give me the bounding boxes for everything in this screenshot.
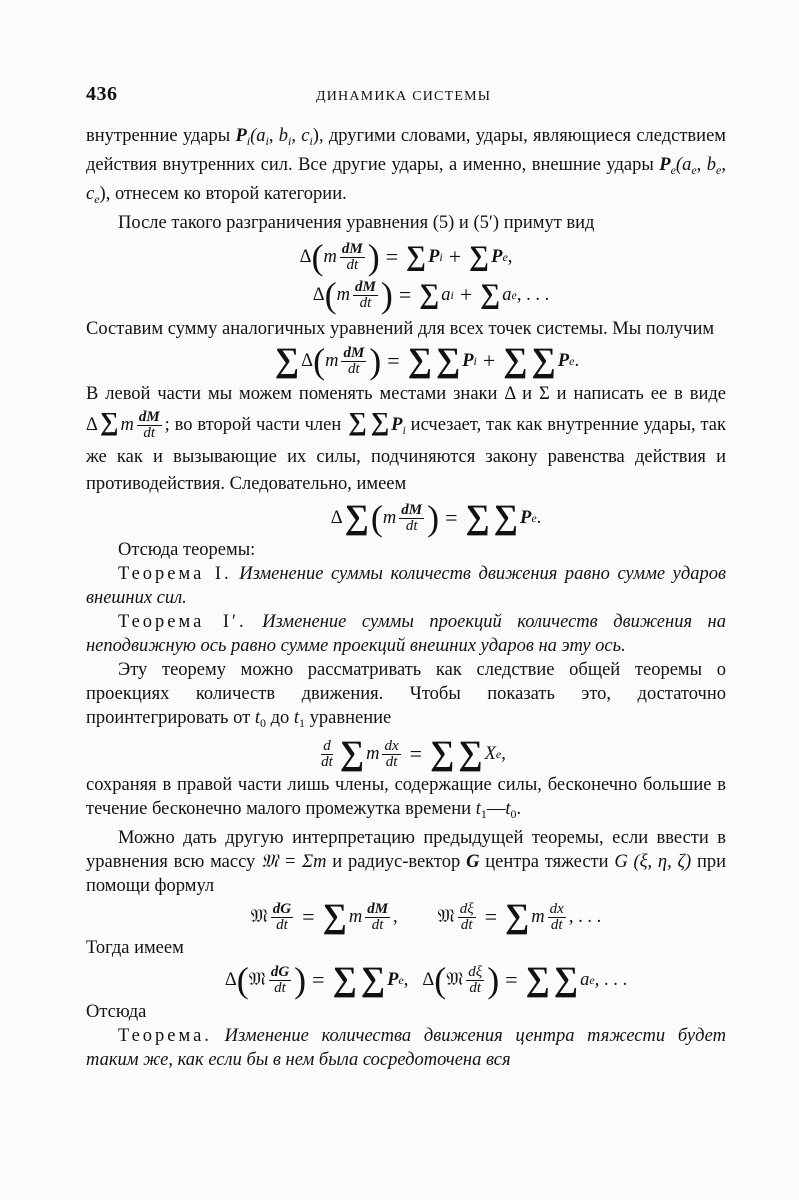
paragraph-6: [86, 658, 726, 735]
math-m: m: [348, 907, 363, 927]
math-sub: 0: [259, 716, 266, 730]
math-G: G: [466, 852, 480, 872]
paren: ): [380, 275, 393, 315]
math-sub: e: [531, 511, 537, 525]
delta: Δ: [330, 508, 343, 528]
math-P: P: [387, 970, 399, 990]
text-span: , отнесем ко второй категории.: [105, 184, 347, 204]
dots: , . . .: [516, 285, 550, 305]
fraction: [353, 280, 378, 311]
equals: =: [387, 348, 400, 373]
fraction: [466, 965, 484, 996]
frac-num: dM: [343, 344, 365, 361]
sum-sign: ∑: [406, 241, 427, 272]
math-sub: e: [569, 354, 575, 368]
page-header: [86, 82, 726, 112]
paren: (: [434, 960, 447, 1000]
math-t: t: [254, 708, 260, 728]
delta: Δ: [301, 351, 314, 371]
math-a: a: [502, 285, 512, 305]
math-P: P: [235, 126, 247, 146]
math-sub: 0: [510, 807, 517, 821]
sum-sign: ∑: [503, 342, 528, 379]
math-P: P: [491, 247, 503, 267]
paragraph-5: Отсюда теоремы:: [118, 540, 256, 560]
math-t: t: [293, 708, 300, 728]
math-sub: e: [495, 747, 502, 761]
text-span: центра тяжести: [479, 852, 615, 872]
sum-sign: ∑: [430, 735, 455, 772]
delta: Δ: [312, 285, 325, 305]
sum-sign: ∑: [465, 499, 490, 536]
equation-3: [126, 343, 726, 379]
fraction: [269, 965, 291, 996]
equation-5: [96, 737, 726, 771]
theorem-1: [86, 562, 726, 610]
math-m: m: [531, 907, 545, 927]
delta: Δ: [224, 970, 237, 990]
fraction: [458, 902, 476, 933]
sum-sign: ∑: [480, 279, 501, 310]
frac-num: dG: [270, 963, 290, 980]
math-X: X: [484, 744, 496, 764]
theorem-text: Изменение суммы количеств движения равно сумме ударов внешних сил.: [86, 564, 726, 608]
dots: , . . .: [568, 907, 602, 927]
paren: (: [370, 498, 383, 538]
sum-sign: ∑: [360, 961, 386, 998]
math-P: P: [520, 508, 532, 528]
equals: =: [385, 244, 399, 269]
sum-sign: ∑: [339, 735, 365, 772]
paren: (: [313, 341, 326, 381]
comma: ,: [507, 247, 513, 267]
paragraph-10: Отсюда: [86, 1002, 147, 1022]
sum-sign: ∑: [370, 407, 390, 436]
paren: (: [311, 237, 324, 277]
frac-den: dt: [550, 916, 563, 933]
math-sub: 1: [299, 716, 306, 730]
text-span: Эту теорему можно рассматривать как следствие общей теоремы о проекциях количеств движения. Чтобы показать это, достаточно проинтегрировать от: [86, 660, 726, 728]
math-frak-M: 𝔐: [446, 970, 464, 990]
running-head: ДИНАМИКА СИСТЕМЫ: [316, 89, 492, 104]
paragraph-9: Тогда имеем: [86, 938, 184, 958]
page-number: 436: [86, 83, 118, 105]
fraction: [548, 902, 566, 933]
frac-num: dx: [549, 900, 564, 917]
equals: =: [409, 741, 423, 766]
paragraph-8: [86, 826, 726, 898]
text-span: исчезает, так как внутренние удары, так же как и вызывающие их силы, подчиняются закону равенства действия и противодействия. Следовательно, имеем: [86, 415, 726, 494]
equals: =: [484, 904, 498, 929]
math-sub: i: [265, 134, 269, 148]
math-sub: i: [450, 288, 454, 302]
math-frak-M: 𝔐: [248, 970, 266, 990]
math-sub: e: [502, 250, 508, 264]
equation-4: [146, 500, 726, 536]
paren: ): [369, 341, 382, 381]
frac-num: dξ: [468, 963, 483, 980]
math-args: (a: [675, 155, 692, 175]
math-P: P: [557, 351, 570, 371]
math-Gxyz: G (ξ, η, ζ): [614, 852, 692, 872]
fraction: [382, 739, 400, 770]
math-m: m: [382, 508, 397, 528]
math-sub: i: [439, 250, 443, 264]
math-sub: i: [473, 354, 477, 368]
equals: =: [302, 904, 315, 929]
comma: ,: [403, 970, 409, 990]
theorem-label: Теорема I.: [118, 564, 232, 584]
math-b: b: [706, 155, 717, 175]
sum-sign: ∑: [469, 241, 490, 272]
frac-den: dt: [405, 517, 418, 534]
dots: , . . .: [594, 970, 628, 990]
equation-6: [126, 900, 726, 934]
text-span: уравнение: [305, 708, 392, 728]
frac-num: dM: [138, 409, 160, 426]
sum-sign: ∑: [274, 342, 300, 379]
equation-1: [86, 239, 726, 275]
sum-sign: ∑: [531, 342, 556, 379]
frac-den: dt: [359, 294, 372, 311]
fraction: [399, 503, 424, 534]
sum-sign: ∑: [407, 342, 432, 379]
mass-definition: 𝔐 = Σm: [261, 852, 327, 872]
frac-den: dt: [276, 916, 288, 933]
math-sub: i: [309, 134, 313, 148]
math-m: m: [366, 744, 380, 764]
theorem-label: Теорема.: [118, 1026, 212, 1046]
frac-den: dt: [274, 979, 286, 996]
math-m: m: [323, 247, 337, 267]
frac-num: dx: [384, 737, 399, 754]
fraction: [365, 902, 390, 933]
math-c: c: [301, 126, 310, 146]
math-P: P: [462, 351, 474, 371]
sum-sign: ∑: [344, 499, 369, 536]
frac-num: dM: [355, 278, 376, 295]
text-span: и радиус-вектор: [326, 852, 467, 872]
sum-sign: ∑: [419, 279, 440, 310]
fraction: [137, 410, 162, 441]
plus: +: [482, 348, 496, 373]
text-span: сохраняя в правой части лишь члены, содержащие силы, бесконечно большие в течение бесконечно малого промежутка времени: [86, 775, 726, 819]
math-P: P: [391, 415, 403, 435]
dot: .: [536, 508, 542, 528]
page: [86, 82, 726, 1072]
text-span: ; во второй части член: [164, 415, 347, 435]
frac-den: dt: [460, 916, 473, 933]
paren: ): [487, 960, 500, 1000]
paren: ): [294, 960, 307, 1000]
frac-num: dG: [272, 900, 292, 917]
math-P: P: [428, 247, 440, 267]
equation-7: [126, 962, 726, 998]
fraction: [340, 242, 365, 273]
frac-num: dM: [401, 501, 423, 518]
math-sub: e: [94, 192, 100, 206]
math-P: P: [659, 155, 671, 175]
math-frak-M: 𝔐: [250, 907, 268, 927]
frac-den: dt: [143, 425, 156, 442]
plus: +: [459, 282, 473, 307]
paragraph-4: [86, 381, 726, 498]
equation-2: [136, 277, 726, 313]
theorem-text: Изменение количества движения центра тяжести будет таким же, как если бы в нем была сосредоточена вся: [86, 1026, 726, 1070]
frac-den: dt: [348, 360, 360, 377]
math-m: m: [325, 351, 339, 371]
fraction: [341, 346, 366, 377]
math-sub: e: [670, 163, 676, 177]
math-a: a: [580, 970, 590, 990]
plus: +: [448, 244, 462, 269]
paren: ): [367, 237, 380, 277]
sum-sign: ∑: [322, 898, 347, 935]
sum-sign: ∑: [553, 961, 579, 998]
math-sub: e: [691, 163, 697, 177]
text-span: внутренние удары: [86, 126, 236, 146]
equals: =: [505, 967, 518, 992]
math-m: m: [120, 415, 134, 435]
frac-den: dt: [321, 753, 333, 770]
text-span: при помощи формул: [86, 852, 726, 896]
frac-num: dM: [341, 240, 363, 257]
sum-sign: ∑: [493, 499, 519, 536]
text-span: , другими словами, удары, являющиеся следствием действия внутренних сил. Все другие удары, а именно, внешние удары: [86, 126, 726, 175]
delta: Δ: [422, 970, 435, 990]
math-b: b: [278, 126, 288, 146]
sum-sign: ∑: [435, 342, 461, 379]
math-t: t: [505, 799, 511, 819]
theorem-1-prime: [86, 610, 726, 658]
frac-den: dt: [346, 256, 359, 273]
frac-den: dt: [385, 753, 398, 770]
math-sub: i: [288, 134, 292, 148]
math-sub: e: [589, 973, 595, 987]
sum-sign: ∑: [99, 407, 119, 436]
sum-sign: ∑: [332, 961, 357, 998]
frac-num: dξ: [459, 900, 474, 917]
theorem-text: Изменение суммы проекций количеств движения на неподвижную ось равно сумме проекций внешних ударов на эту ось.: [86, 612, 726, 656]
fraction: [319, 739, 335, 770]
math-t: t: [475, 799, 481, 819]
equals: =: [398, 282, 412, 307]
sum-sign: ∑: [458, 735, 483, 772]
theorem-label: Теорема I′.: [118, 612, 247, 632]
paragraph-2: После такого разграничения уравнения (5) и (5′) примут вид: [118, 213, 595, 233]
math-c: c: [86, 184, 95, 204]
math-sub: i: [402, 423, 406, 437]
math-sub: i: [246, 134, 251, 148]
theorem-3: [86, 1024, 726, 1072]
equals: =: [445, 505, 458, 530]
frac-den: dt: [371, 916, 384, 933]
frac-num: d: [323, 737, 331, 754]
paragraph-7: сохраняя в правой части лишь члены, содержащие силы, бесконечно большие в течение бесконечно малого промежутка времени $t_1—t_0$.: [86, 775, 726, 821]
paragraph-3: Составим сумму аналогичных уравнений для всех точек системы. Мы получим: [86, 319, 715, 339]
comma: ,: [393, 907, 398, 927]
math-sub: e: [398, 973, 404, 987]
fraction: [271, 902, 293, 933]
sum-sign: ∑: [348, 407, 367, 436]
text-span: Можно дать другую интерпретацию предыдущей теоремы, если ввести в уравнения всю массу: [86, 828, 726, 872]
sum-sign: ∑: [525, 961, 550, 998]
paren: (: [236, 960, 249, 1000]
math-sub: 1: [480, 807, 487, 821]
math-frak-M: 𝔐: [437, 907, 455, 927]
delta: Δ: [86, 415, 98, 435]
equals: =: [312, 967, 325, 992]
sum-sign: ∑: [505, 898, 530, 935]
math-sub: e: [716, 163, 722, 177]
math-sub: e: [511, 288, 517, 302]
delta: Δ: [299, 247, 312, 267]
math-args: (a: [250, 126, 266, 146]
frac-num: dM: [367, 900, 389, 917]
paragraph-1: внутренние удары $P_i(a_i$, $b_i$, $c_i$), другими словами, удары, являющиеся следствием действия внутренних сил. Все другие удары, а именно, внешние удары $P_e(a_e$, $b_e$, $c_e$), отнесем ко второй категории.: [86, 126, 726, 206]
paren: ): [427, 498, 440, 538]
comma: ,: [501, 744, 506, 764]
paren: (: [324, 275, 337, 315]
math-m: m: [336, 285, 351, 305]
text-span: до: [265, 708, 294, 728]
dot: .: [574, 351, 580, 371]
text-span: В левой части мы можем поменять местами знаки Δ и Σ и написать ее в виде: [86, 384, 726, 404]
frac-den: dt: [469, 979, 482, 996]
math-a: a: [441, 285, 451, 305]
